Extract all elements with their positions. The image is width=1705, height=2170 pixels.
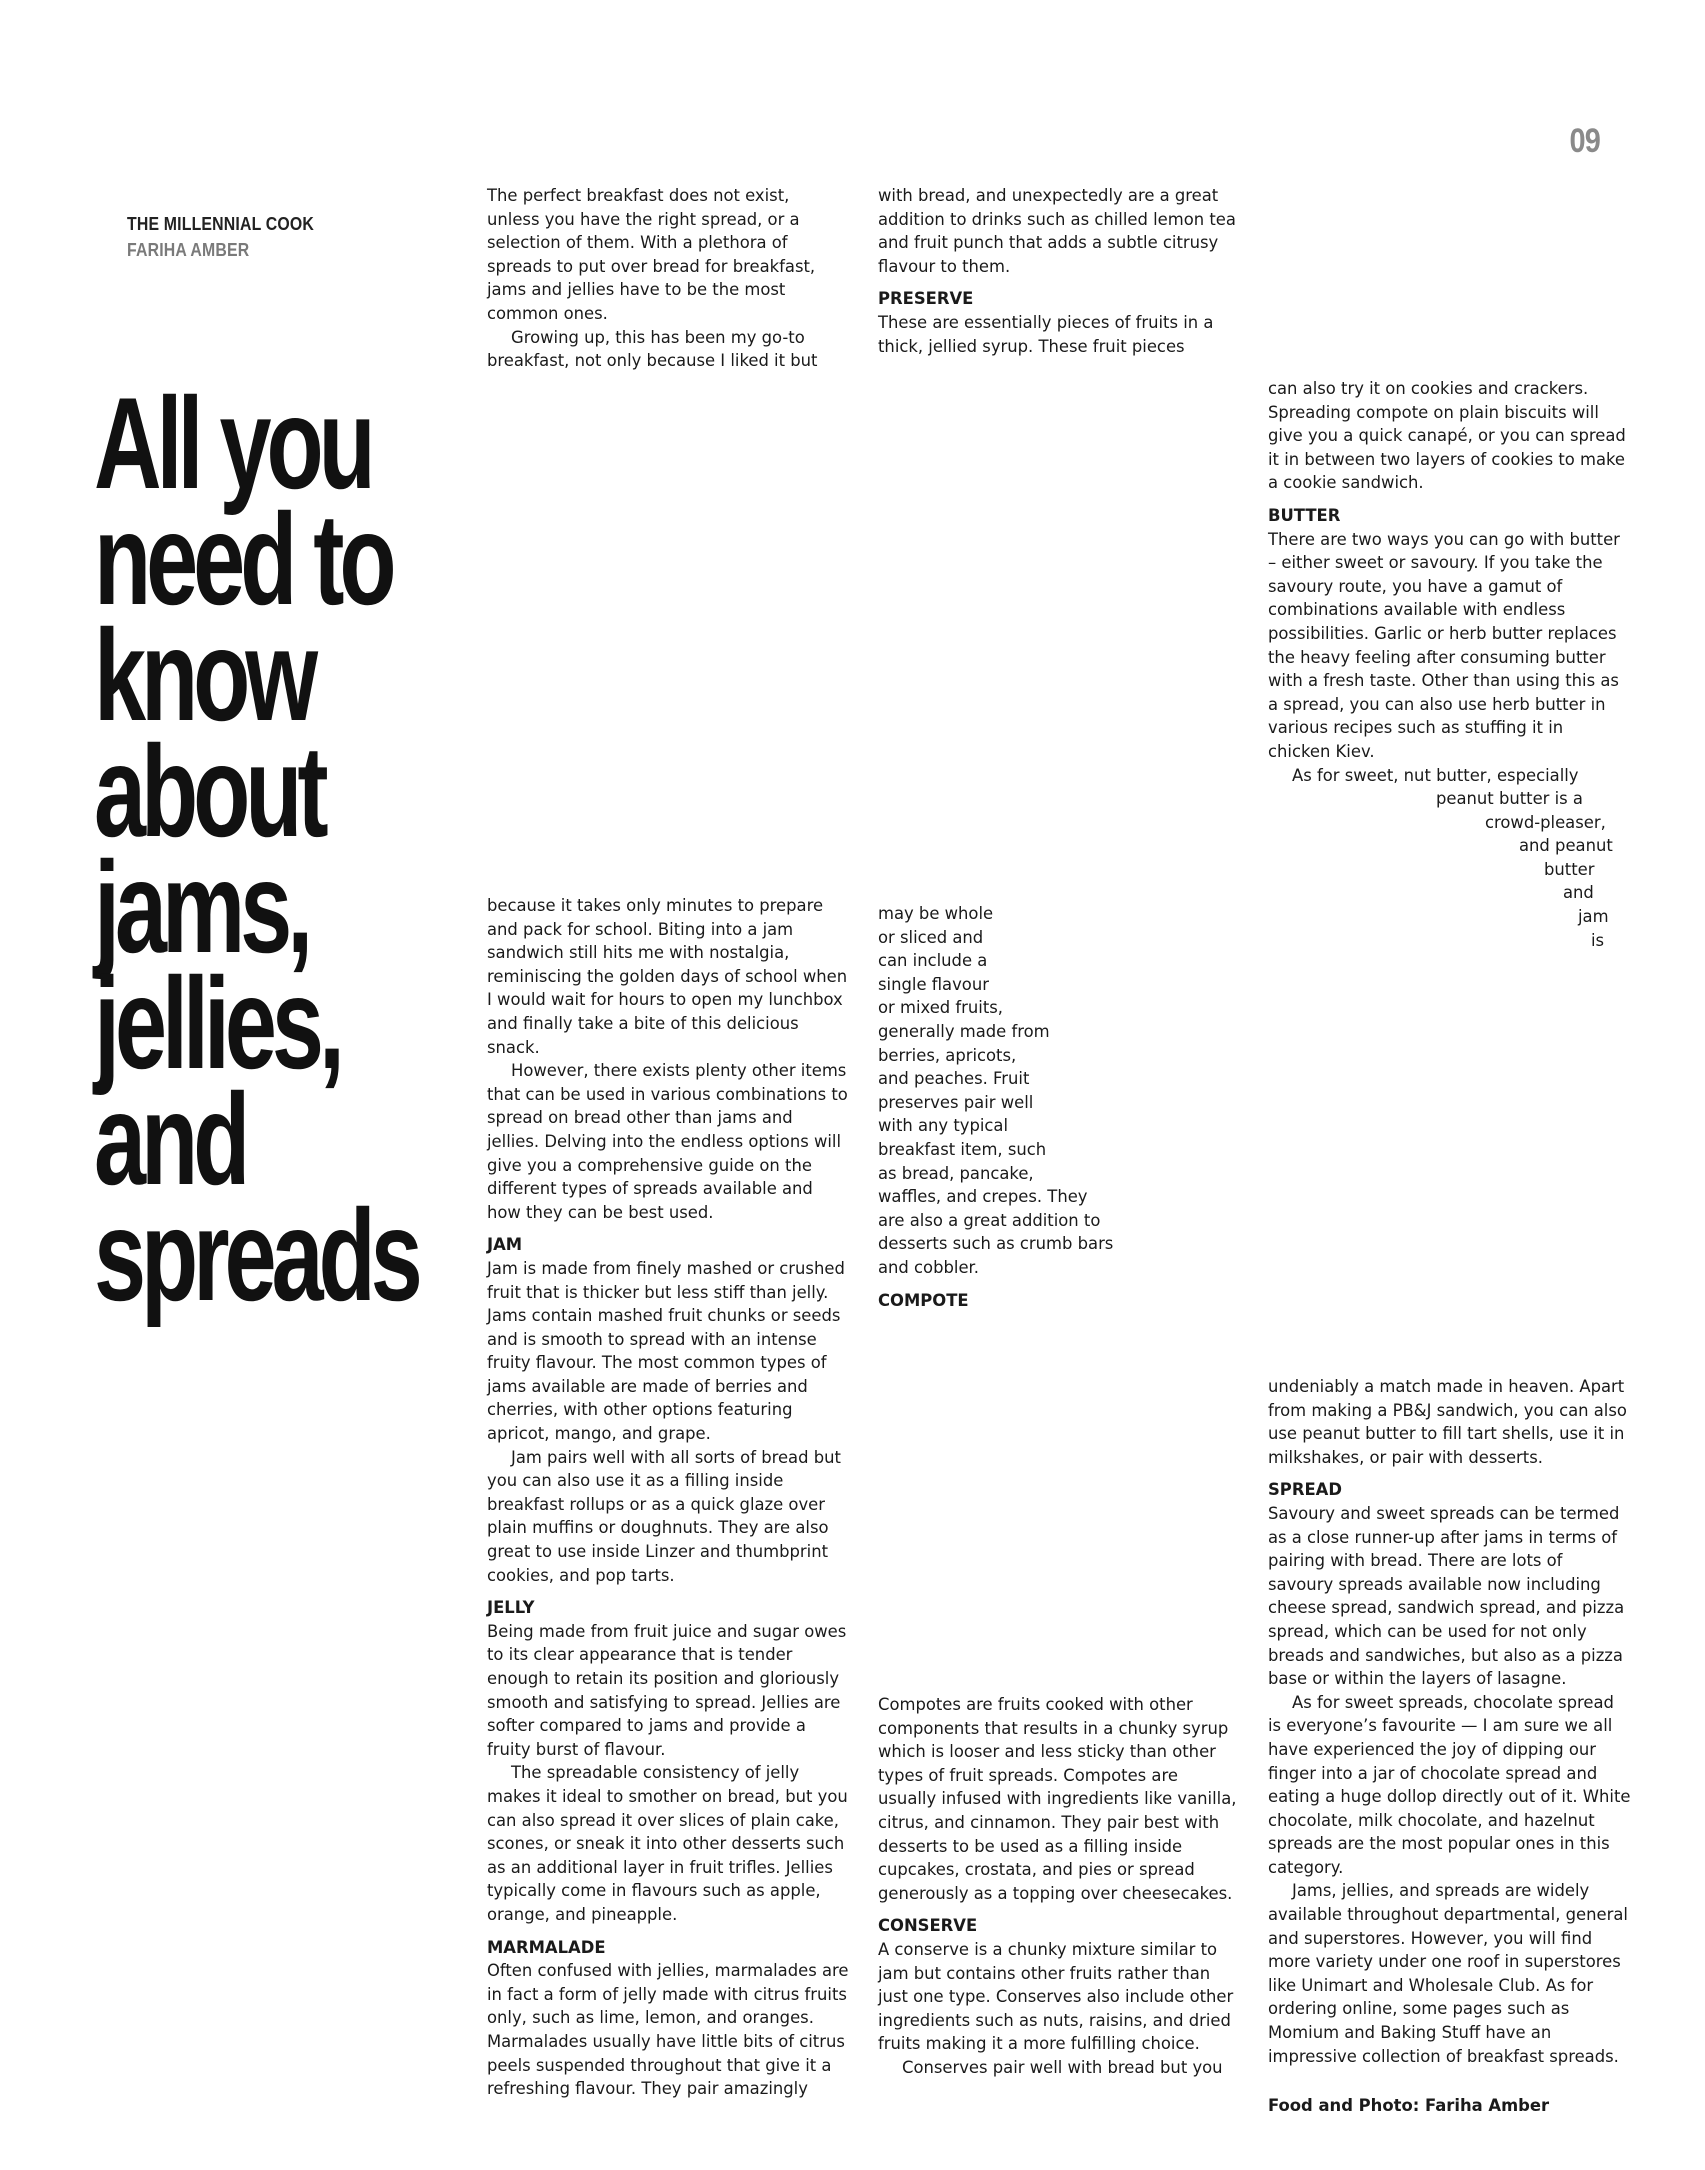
text-line: and peanut <box>1519 836 1613 856</box>
col1-top-text <box>487 184 847 373</box>
text-line: with any typical <box>878 1116 1009 1136</box>
text-line: and peaches. Fruit <box>878 1069 1030 1089</box>
compote-heading: COMPOTE <box>878 1290 969 1310</box>
col1-bottom-text <box>487 894 849 2101</box>
paragraph: As for sweet spreads, chocolate spread is everyone’s favourite — I am sure we all have experienced the joy of dipping our finger into a jar of chocolate spread and eating a huge dollop directly out of it. White chocolate, milk chocolate, and hazelnut spreads are the most popular ones in this category. <box>1268 1692 1631 1877</box>
text-line: berries, apricots, <box>878 1045 1017 1065</box>
marmalade-heading: MARMALADE <box>487 1937 606 1957</box>
paragraph: A conserve is a chunky mixture similar to jam but contains other fruits rather than just one type. Conserves also include other ingredients such as nuts, raisins, and dried fruits making it a more fulfilling choice. <box>878 1939 1234 2054</box>
jam-heading: JAM <box>487 1235 523 1255</box>
text-line: can include a <box>878 951 988 971</box>
text-line: preserves pair well <box>878 1092 1034 1112</box>
paragraph: Jam pairs well with all sorts of bread but you can also use it as a filling inside breakfast rollups or as a quick glaze over plain muffins or doughnuts. They are also great to use inside Linzer and thumbprint cookies, and pop tarts. <box>487 1447 841 1585</box>
paragraph: Growing up, this has been my go-to breakfast, not only because I liked it but <box>487 327 818 371</box>
conserve-heading: CONSERVE <box>878 1916 978 1936</box>
paragraph: Jams, jellies, and spreads are widely available throughout departmental, general and superstores. However, you will find more variety under one roof in superstores like Unimart and Wholesale Club. As for ordering online, some pages such as Momium and Baking Stuff have an impressive collection of breakfast spreads. <box>1268 1881 1628 2066</box>
text-line: or sliced and <box>878 927 984 947</box>
col3-top-text <box>1268 377 1630 952</box>
paragraph: Often confused with jellies, marmalades are in fact a form of jelly made with citrus fruits only, such as lime, lemon, and oranges. Marmalades usually have little bits of citrus peels suspended throughout that give it a refreshing flavour. They pair amazingly <box>487 1961 849 2099</box>
jelly-heading: JELLY <box>487 1598 535 1618</box>
text-line: single flavour <box>878 974 989 994</box>
text-line: is <box>1591 930 1605 950</box>
paragraph: because it takes only minutes to prepare and pack for school. Biting into a jam sandwich still hits me with nostalgia, reminiscing the golden days of school when I would wait for hours to open my lunchbox and finally take a bite of this delicious snack. <box>487 896 848 1057</box>
text-line: may be whole <box>878 904 994 923</box>
headline-line: about <box>94 718 324 864</box>
text-line: are also a great addition to <box>878 1210 1101 1230</box>
headline-line: jams, <box>94 834 309 980</box>
paragraph: can also try it on cookies and crackers. Spreading compote on plain biscuits will give you a quick canapé, or you can spread it in between two layers of cookies to make a cookie sandwich. <box>1268 379 1626 493</box>
headline <box>94 370 418 1328</box>
paragraph: These are essentially pieces of fruits in a thick, jellied syrup. These fruit pieces <box>878 312 1214 356</box>
text-line: and cobbler. <box>878 1257 979 1277</box>
text-line: or mixed fruits, <box>878 998 1004 1018</box>
col2-middle-text <box>878 902 1238 1312</box>
headline-line: jellies, <box>94 950 340 1096</box>
paragraph: Compotes are fruits cooked with other components that results in a chunky syrup which is looser and less sticky than other types of fruit spreads. Compotes are usually infused with ingredients like vanilla, citrus, and cinnamon. They pair best with desserts to be used as a filling inside cupcakes, crostata, and pies or spread generously as a topping over cheesecakes. <box>878 1695 1237 1903</box>
headline-line: and <box>94 1066 246 1212</box>
paragraph: Savoury and sweet spreads can be termed as a close runner-up after jams in terms of pairing with bread. There are lots of savoury spreads available now including cheese spread, sandwich spread, and pizza spread, which can be used for not only breads and sandwiches, but also as a pizza base or within the layers of lasagne. <box>1268 1503 1625 1689</box>
headline-line: All you <box>94 370 371 516</box>
photo-credit: Food and Photo: Fariha Amber <box>1268 2096 1550 2116</box>
headline-line: know <box>94 602 314 748</box>
text-line: breakfast item, such <box>878 1139 1047 1159</box>
paragraph: Conserves pair well with bread but you <box>902 2057 1223 2077</box>
text-line: generally made from <box>878 1021 1050 1041</box>
text-line: desserts such as crumb bars <box>878 1234 1114 1254</box>
text-line: and <box>1563 883 1594 903</box>
paragraph: Jam is made from finely mashed or crushed fruit that is thicker but less stiff than jelly. Jams contain mashed fruit chunks or seeds and is smooth to spread with an intense fruity flavour. The most common types of jams available are made of berries and cherries, with other options featuring apricot, mango, and grape. <box>487 1258 845 1444</box>
text-line: peanut butter is a <box>1436 789 1583 809</box>
preserve-heading: PRESERVE <box>878 289 974 309</box>
page-number: 09 <box>1569 122 1600 160</box>
section-label: THE MILLENNIAL COOK <box>127 214 314 234</box>
spread-heading: SPREAD <box>1268 1480 1342 1500</box>
text-line: As for sweet, nut butter, especially <box>1292 765 1579 785</box>
col2-bottom-text <box>878 1693 1238 2080</box>
butter-heading: BUTTER <box>1268 505 1341 525</box>
text-line: as bread, pancake, <box>878 1163 1034 1183</box>
author-byline: FARIHA AMBER <box>127 240 250 260</box>
text-line: waffles, and crepes. They <box>878 1187 1088 1207</box>
text-line: crowd-pleaser, <box>1485 812 1606 832</box>
paragraph: Being made from fruit juice and sugar owes to its clear appearance that is tender enough to retain its position and gloriously smooth and satisfying to spread. Jellies are softer compared to jams and provide a fruity burst of flavour. <box>487 1621 847 1759</box>
col2-top-text <box>878 184 1238 358</box>
paragraph: The spreadable consistency of jelly makes it ideal to smother on bread, but you can also spread it over slices of plain cake, scones, or sneak it into other desserts such as an additional layer in fruit trifles. Jellies typically come in flavours such as apple, orange, and pineapple. <box>487 1763 848 1924</box>
col3-bottom-text <box>1268 1375 1632 2118</box>
paragraph: There are two ways you can go with butter – either sweet or savoury. If you take the savoury route, you have a gamut of combinations available with endless possibilities. Garlic or herb butter replaces the heavy feeling after consuming butter with a fresh taste. Other than using this as a spread, you can also use herb butter in various recipes such as stuffing it in chicken Kiev. <box>1268 529 1620 761</box>
headline-line: spreads <box>94 1182 418 1328</box>
text-line: jam <box>1578 907 1609 927</box>
headline-line: need to <box>94 486 392 632</box>
paragraph: undeniably a match made in heaven. Apart from making a PB&J sandwich, you can also use peanut butter to fill tart shells, use it in milkshakes, or pair with desserts. <box>1268 1377 1627 1467</box>
paragraph: with bread, and unexpectedly are a great addition to drinks such as chilled lemon tea and fruit punch that adds a subtle citrusy flavour to them. <box>878 186 1236 276</box>
paragraph: The perfect breakfast does not exist, unless you have the right spread, or a selection of them. With a plethora of spreads to put over bread for breakfast, jams and jellies have to be the most common ones. <box>487 186 816 323</box>
text-line: butter <box>1544 859 1595 879</box>
paragraph: However, there exists plenty other items that can be used in various combinations to spread on bread other than jams and jellies. Delving into the endless options will give you a comprehensive guide on the different types of spreads available and how they can be best used. <box>487 1061 848 1222</box>
